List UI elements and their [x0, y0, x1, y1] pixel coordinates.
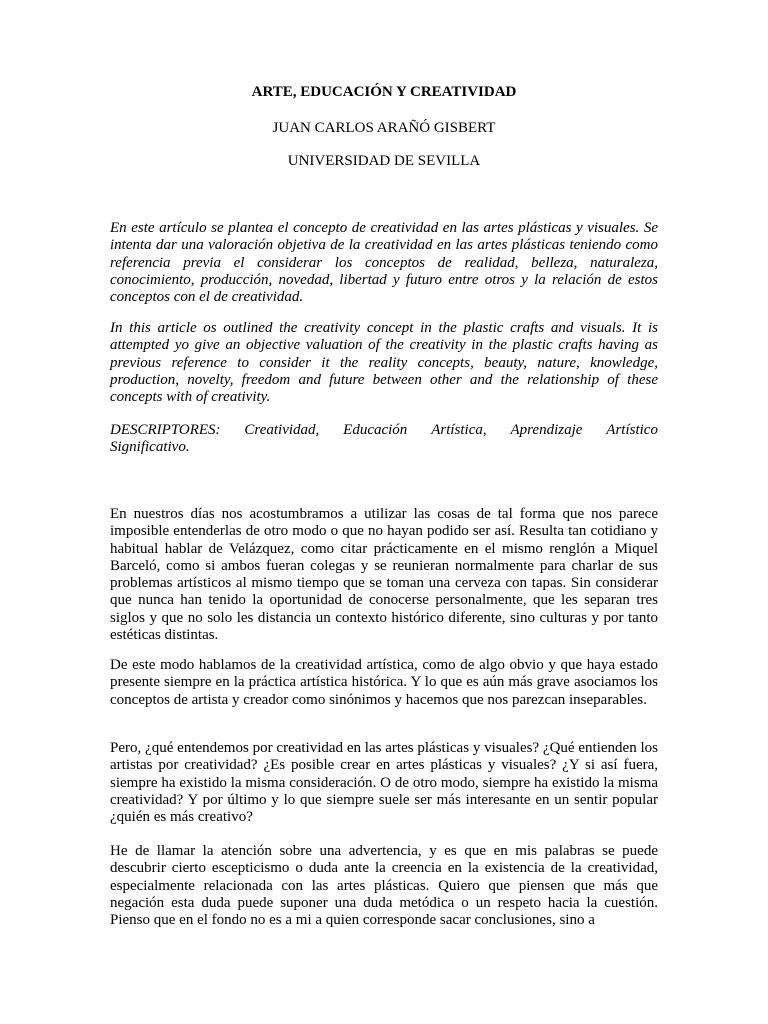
body-paragraph: De este modo hablamos de la creatividad artística, como de algo obvio y que haya estado presente siempre en la práctica artística histórica. Y lo que es aún más grave asociamos los conceptos de artista y creador como sinónimos y hacemos que nos parezcan inseparables. [110, 657, 658, 708]
descriptor-term: Aprendizaje [510, 422, 583, 438]
abstract-spanish: En este artículo se plantea el concepto de creatividad en las artes plásticas y visuales. Se intenta dar una valoración objetiva de la creatividad en las artes plásticas teniendo como referencia previa el considerar los conceptos de realidad, belleza, naturaleza, conocimiento, producción, novedad, libertad y futuro entre otros y la relación de estos conceptos con el de creatividad. [110, 220, 658, 306]
descriptor-term: Educación [343, 422, 408, 438]
author-name: JUAN CARLOS ARAÑÓ GISBERT [272, 120, 496, 136]
descriptor-term: Artístico [606, 422, 658, 438]
body-paragraph: He de llamar la atención sobre una advertencia, y es que en mis palabras se puede descubrir cierto escepticismo o duda ante la creencia en la existencia de la creatividad, especialmente relacionada con las artes plásticas. Quiero que piensen que más que negación esta duda puede suponer una duda metódica o un respeto hacia la cuestión. Pienso que en el fondo no es a mi a quien corresponde sacar conclusiones, sino a [110, 843, 658, 929]
body-paragraph: En nuestros días nos acostumbramos a utilizar las cosas de tal forma que nos parece imposible entenderlas de otro modo o que no hayan podido ser así. Resulta tan cotidiano y habitual hablar de Velázquez, como citar prácticamente en el mismo renglón a Miquel Barceló, como si ambos fueran colegas y se reunieran normalmente para charlar de sus problemas artísticos al mismo tiempo que se toman una cerveza con tapas. Sin considerar que nunca han tenido la oportunidad de conocerse personalmente, que les separan tres siglos y que no solo les distancia un contexto histórico diferente, sino culturas y por tanto estéticas distintas. [110, 506, 658, 644]
descriptor-term-continued: Significativo. [110, 439, 190, 456]
descriptor-term: Artística, [431, 422, 487, 438]
university-name: UNIVERSIDAD DE SEVILLA [287, 153, 481, 169]
document-title: ARTE, EDUCACIÓN Y CREATIVIDAD [251, 84, 517, 100]
descriptors-line [110, 422, 658, 439]
descriptors [110, 422, 658, 457]
body-paragraph: Pero, ¿qué entendemos por creatividad en las artes plásticas y visuales? ¿Qué entienden los artistas por creatividad? ¿Es posible crear en artes plásticas y visuales? ¿Y si así fuera, siempre ha existido la misma consideración. O de otro modo, siempre ha existido la misma creatividad? Y por último y lo que siempre suele ser más interesante en un sentir popular ¿quién es más creativo? [110, 740, 658, 826]
abstract-english: In this article os outlined the creativity concept in the plastic crafts and visuals. It is attempted yo give an objective valuation of the creativity in the plastic crafts having as previous reference to consider it the reality concepts, beauty, nature, knowledge, production, novelty, freedom and future between other and the relationship of these concepts with of creativity. [110, 320, 658, 406]
descriptor-term: Creatividad, [244, 422, 320, 438]
descriptors-label: DESCRIPTORES: [110, 422, 221, 438]
